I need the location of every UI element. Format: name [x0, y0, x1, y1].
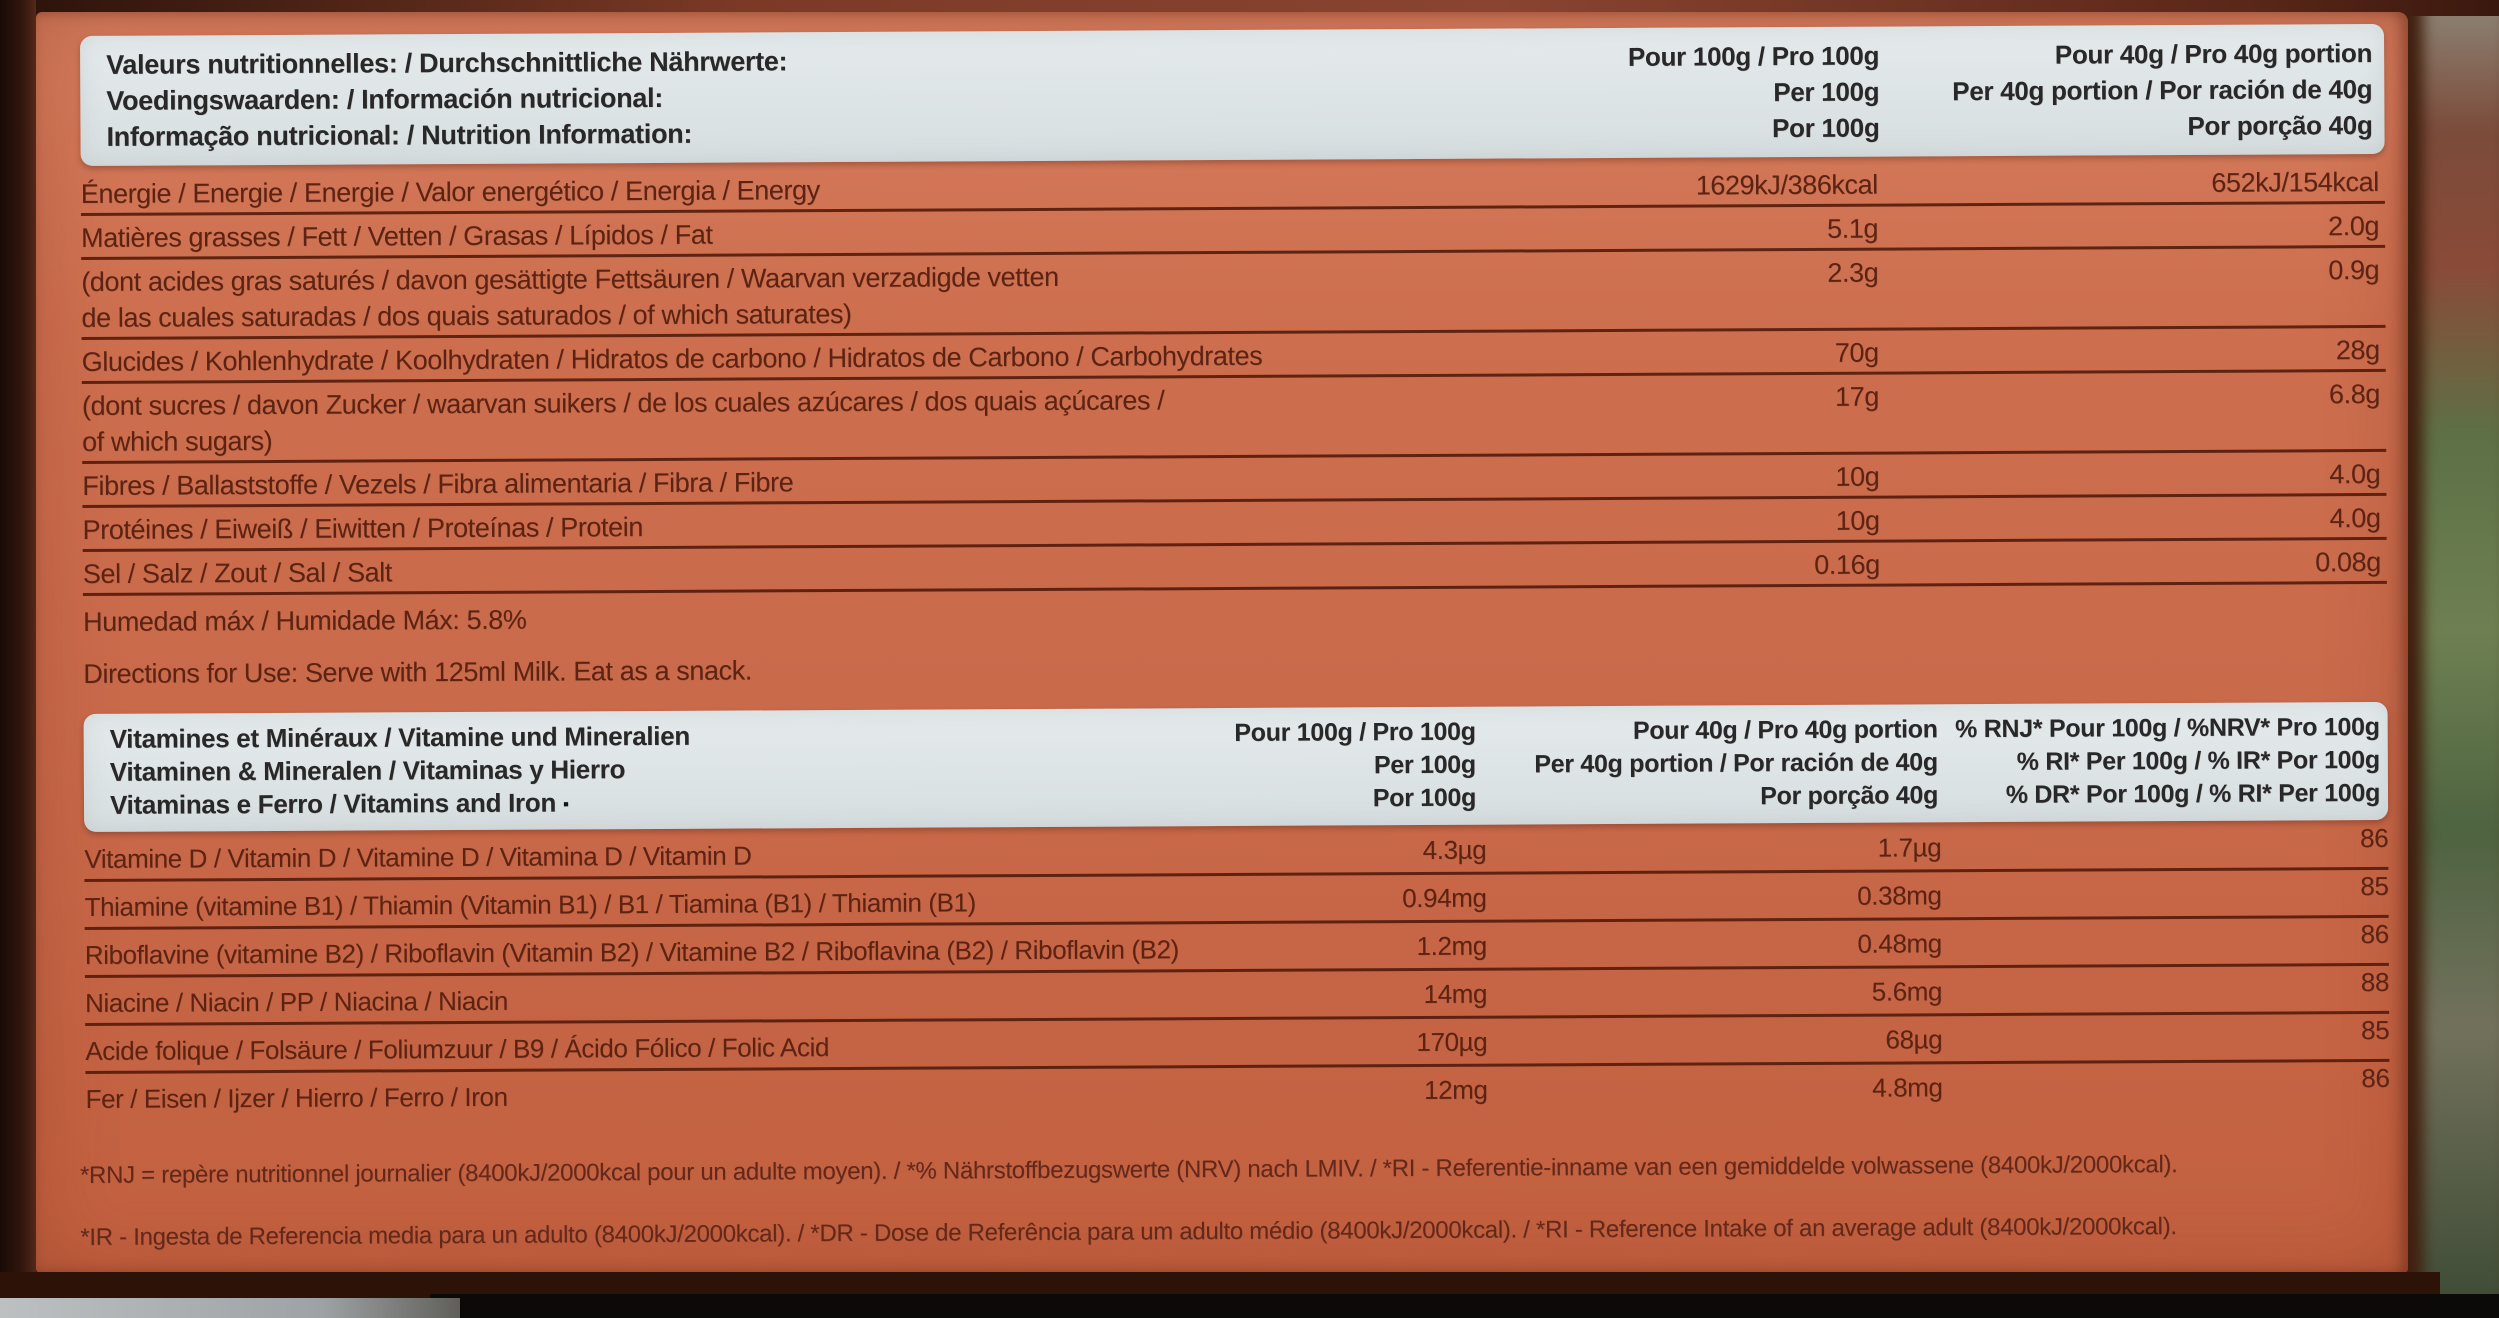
nutrient-label-line: (dont sucres / davon Zucker / waarvan suikers / de los cuales azúcares / dos quais açúcares / — [81, 385, 1165, 421]
value-per-100g: 5.1g — [1827, 213, 1879, 244]
value-per-100g: 170µg — [1416, 1026, 1488, 1058]
header-title-line: Voedingswaarden: / Información nutricional: — [106, 82, 664, 116]
value-pct-ri: 86 — [2360, 918, 2389, 950]
column-header-line: % RNJ* Pour 100g / %NRV* Pro 100g — [1955, 712, 2380, 744]
nutrient-label — [82, 376, 2386, 460]
value-per-40g: 0.48mg — [1857, 928, 1942, 959]
value-per-40g: 4.8mg — [1872, 1072, 1943, 1103]
value-per-40g: 28g — [2335, 334, 2380, 366]
value-per-40g: 1.7µg — [1877, 832, 1942, 863]
background-scenery-strip — [2423, 0, 2499, 1318]
value-per-40g: 4.0g — [2329, 458, 2381, 490]
nutrition-table — [81, 160, 2387, 596]
column-header-line: Per 40g portion / Por ración de 40g — [1534, 748, 1938, 779]
value-per-40g: 5.6mg — [1871, 976, 1943, 1007]
value-per-100g: 0.16g — [1814, 549, 1880, 580]
value-per-100g: 70g — [1834, 337, 1879, 368]
value-per-40g: 6.8g — [2328, 378, 2380, 410]
value-per-40g: 4.0g — [2329, 502, 2381, 534]
value-per-100g: 10g — [1835, 505, 1880, 536]
column-header-line: Pour 40g / Pro 40g portion — [2054, 37, 2373, 70]
nutrient-label-line: Énergie / Energie / Energie / Valor energético / Energia / Energy — [80, 175, 820, 209]
column-header-line: Por 100g — [1372, 783, 1477, 813]
header-title-line: Informação nutricional: / Nutrition Information: — [106, 118, 693, 152]
footnote-reference-intake-1: *RNJ = repère nutritionnel journalier (8400kJ/2000kcal pour un adulte moyen). / *% Nährstoffbezugswerte (NRV) nach LMIV. / *RI - Referentie-inname van een gemiddelde volwassene (8400kJ/2000kcal). — [79, 1151, 2178, 1190]
column-header-line: % DR* Por 100g / % RI* Per 100g — [2005, 778, 2381, 809]
column-header-line: Per 100g — [1373, 750, 1476, 780]
column-header-line: Per 100g — [1773, 76, 1880, 108]
vitamin-label: Vitamine D / Vitamin D / Vitamine D / Vitamina D / Vitamin D — [84, 840, 752, 874]
directions-note: Directions for Use: Serve with 125ml Milk. Eat as a snack. — [83, 655, 752, 689]
value-per-100g: 0.94mg — [1402, 882, 1487, 914]
value-per-100g: 12mg — [1424, 1074, 1488, 1105]
vitamin-label: Niacine / Niacin / PP / Niacina / Niacin — [84, 985, 508, 1018]
value-pct-ri: 86 — [2361, 1062, 2390, 1094]
vitamin-label: Fer / Eisen / Ijzer / Hierro / Ferro / Iron — [85, 1081, 508, 1114]
moisture-note: Humedad máx / Humidade Máx: 5.8% — [82, 604, 527, 637]
value-per-100g: 2.3g — [1827, 257, 1879, 288]
footnote-reference-intake-2: *IR - Ingesta de Referencia media para un adulto (8400kJ/2000kcal). / *DR - Dose de Referência para um adulto médio (8400kJ/2000kcal). / *RI - Reference Intake of an average adult (8400kJ/2000kcal). — [80, 1213, 2177, 1252]
value-pct-ri: 88 — [2360, 966, 2390, 998]
nutrient-label-line: Matières grasses / Fett / Vetten / Grasas / Lípidos / Fat — [80, 219, 713, 253]
panel-content — [80, 24, 2390, 1253]
value-per-100g: 10g — [1835, 461, 1880, 492]
per-100g-column-header — [1628, 38, 1880, 147]
column-header-line: Pour 100g / Pro 100g — [1627, 40, 1880, 72]
column-header-line: % RI* Per 100g / % IR* Por 100g — [2016, 745, 2380, 776]
vitamins-title-line: Vitaminen & Mineralen / Vitaminas y Hierro — [109, 754, 626, 787]
vitamin-label: Thiamine (vitamine B1) / Thiamin (Vitamin B1) / B1 / Tiamina (B1) / Thiamin (B1) — [84, 887, 976, 922]
nutrient-label-line: of which sugars) — [82, 425, 273, 457]
vitamins-title-line: Vitamines et Minéraux / Vitamine und Mineralien — [109, 720, 690, 754]
nutrient-label — [83, 544, 2387, 592]
vitamin-label: Riboflavine (vitamine B2) / Riboflavin (Vitamin B2) / Vitamine B2 / Riboflavina (B2) / Riboflavin (B2) — [84, 934, 1179, 970]
column-header-line: Por porção 40g — [1760, 781, 1939, 811]
column-header-line: Pour 100g / Pro 100g — [1234, 717, 1476, 747]
table-row-saturates — [81, 248, 2385, 340]
value-per-100g: 1.2mg — [1416, 930, 1487, 962]
value-per-100g: 17g — [1834, 381, 1879, 412]
column-header-line: Pour 40g / Pro 40g portion — [1632, 715, 1938, 745]
nutrient-label-line: Protéines / Eiweiß / Eiwitten / Proteínas / Protein — [82, 512, 644, 545]
value-per-40g: 0.08g — [2315, 546, 2381, 578]
square-bullet-icon: ▪ — [562, 794, 569, 814]
value-per-100g: 4.3µg — [1422, 834, 1487, 865]
value-per-40g: 2.0g — [2327, 210, 2380, 242]
vitamins-table — [84, 822, 2389, 1119]
bottom-shadow-band — [430, 1294, 2499, 1318]
value-pct-ri: 86 — [2360, 822, 2389, 854]
nutrient-label-line: (dont acides gras saturés / davon gesättigte Fettsäuren / Waarvan verzadigde vetten — [81, 261, 1059, 297]
vitamins-per-40g-column-header — [1534, 713, 1938, 814]
vitamins-pct-ri-column-header — [1955, 711, 2380, 812]
nutrient-label-line: de las cuales saturadas / dos quais saturados / of which saturates) — [81, 298, 852, 333]
nutrient-label-line: Fibres / Ballaststoffe / Vezels / Fibra alimentaria / Fibra / Fibre — [82, 467, 794, 501]
nutrient-label — [81, 252, 2385, 336]
value-per-100g: 1629kJ/386kcal — [1695, 169, 1878, 201]
bottom-surface-sliver — [0, 1298, 460, 1318]
per-40g-column-header — [1952, 35, 2373, 145]
value-per-40g: 652kJ/154kcal — [2211, 166, 2379, 198]
vitamin-label: Acide folique / Folsäure / Foliumzuur / B9 / Ácido Fólico / Folic Acid — [85, 1032, 830, 1066]
nutrient-label-line: Glucides / Kohlenhydrate / Koolhydraten / Hidratos de carbono / Hidratos de Carbono / Carbohydrates — [81, 340, 1263, 377]
column-header-line: Por 100g — [1771, 112, 1880, 144]
vitamins-header-bar — [84, 702, 2389, 832]
value-per-100g: 14mg — [1423, 978, 1488, 1009]
value-pct-ri: 85 — [2360, 870, 2389, 902]
column-header-line: Por porção 40g — [2187, 109, 2373, 141]
table-row-sugars — [82, 372, 2386, 464]
vitamins-title-line-text: Vitaminas e Ferro / Vitamins and Iron — [109, 787, 557, 820]
nutrition-panel — [36, 12, 2408, 1274]
value-per-40g: 0.38mg — [1857, 880, 1942, 911]
box-left-edge — [0, 0, 36, 1318]
vitamins-per-100g-column-header — [1234, 716, 1476, 816]
nutrition-header-bar — [80, 24, 2385, 166]
value-per-40g: 0.9g — [2328, 254, 2380, 286]
nutrient-label-line: Sel / Salz / Zout / Sal / Salt — [82, 557, 393, 589]
value-pct-ri: 85 — [2361, 1014, 2390, 1046]
header-title-line: Valeurs nutritionnelles: / Durchschnittliche Nährwerte: — [106, 46, 788, 80]
column-header-line: Per 40g portion / Por ración de 40g — [1952, 73, 2373, 107]
value-per-40g: 68µg — [1885, 1024, 1943, 1055]
